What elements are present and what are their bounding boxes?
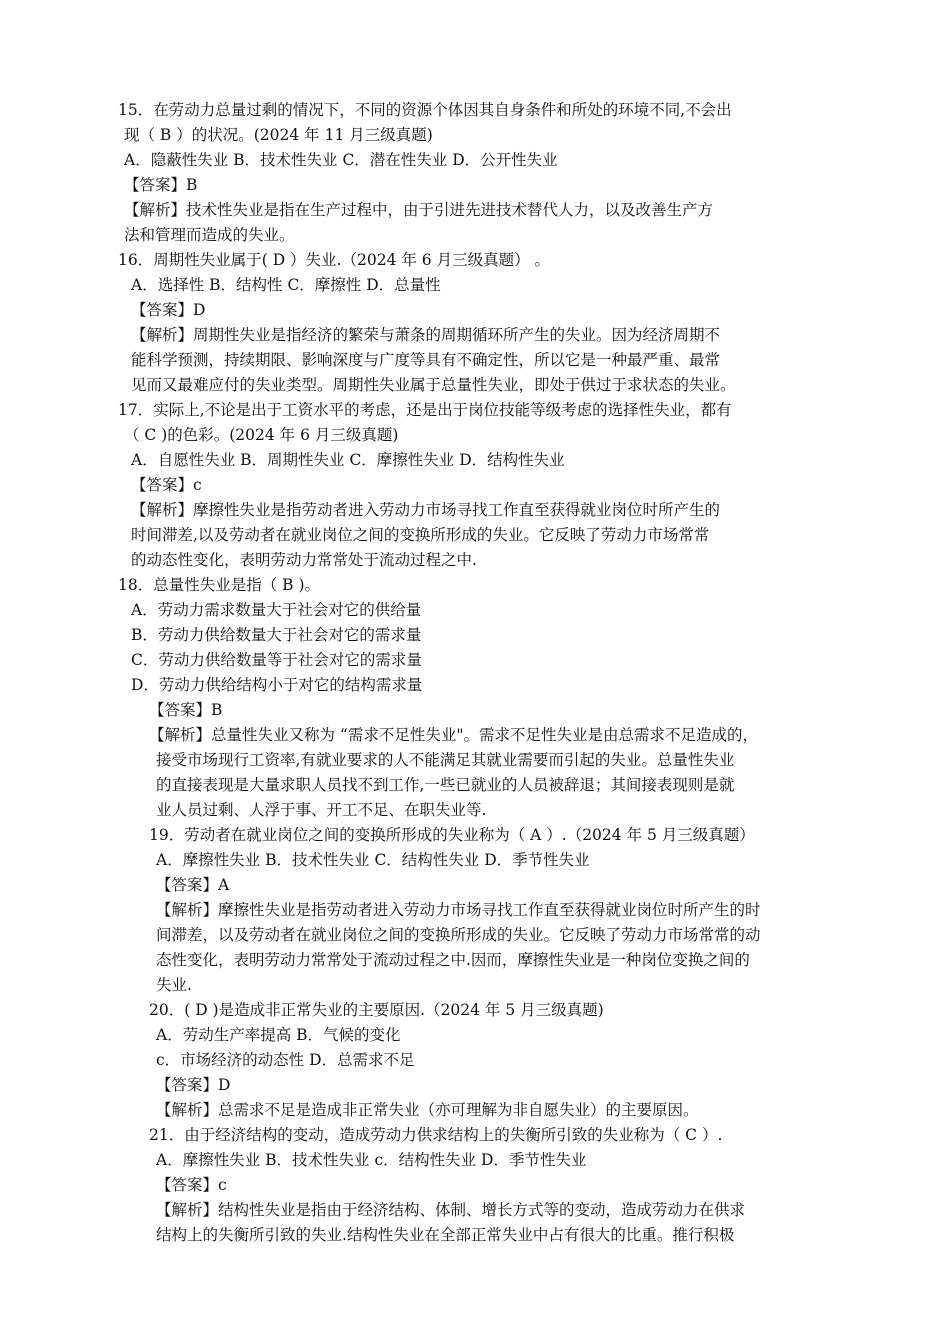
- question-19-options: A．摩擦性失业 B．技术性失业 C．结构性失业 D．季节性失业: [156, 851, 590, 869]
- question-15-analysis: 【解析】技术性失业是指在生产过程中，由于引进先进技术替代人力，以及改善生产方: [124, 201, 714, 219]
- question-15-stem-cont: 现（ B ）的状况。(2024 年 11 月三级真题): [124, 126, 433, 144]
- question-18-answer: 【答案】B: [149, 701, 223, 719]
- question-18-option-b: B．劳动力供给数量大于社会对它的需求量: [131, 626, 422, 644]
- question-16-analysis: 【解析】周期性失业是指经济的繁荣与萧条的周期循环所产生的失业。因为经济周期不: [131, 326, 721, 344]
- question-20-stem: 20．( D )是造成非正常失业的主要原因.（2024 年 5 月三级真题): [149, 1001, 604, 1019]
- question-17-answer: 【答案】c: [131, 476, 202, 494]
- question-18-option-c: C．劳动力供给数量等于社会对它的需求量: [131, 651, 422, 669]
- question-18-option-a: A．劳动力需求数量大于社会对它的供给量: [131, 601, 422, 619]
- question-21-options: A．摩擦性失业 B．技术性失业 c．结构性失业 D．季节性失业: [156, 1151, 587, 1169]
- question-15-options: A．隐蔽性失业 B．技术性失业 C．潜在性失业 D．公开性失业: [124, 151, 558, 169]
- question-18-analysis-cont: 业人员过剩、人浮于事、开工不足、在职失业等.: [156, 801, 487, 819]
- question-17-options: A．自愿性失业 B．周期性失业 C．摩擦性失业 D．结构性失业: [131, 451, 565, 469]
- question-19-analysis: 【解析】摩擦性失业是指劳动者进入劳动力市场寻找工作直至获得就业岗位时所产生的时: [156, 901, 761, 919]
- question-16-stem: 16．周期性失业属于( D ）失业.（2024 年 6 月三级真题） 。: [118, 251, 550, 269]
- question-18-option-d: D．劳动力供给结构小于对它的结构需求量: [131, 676, 423, 694]
- question-21-answer: 【答案】c: [156, 1176, 227, 1194]
- question-20-analysis: 【解析】总需求不足是造成非正常失业（亦可理解为非自愿失业）的主要原因。: [156, 1101, 699, 1119]
- question-18-stem: 18．总量性失业是指（ B )。: [118, 576, 321, 594]
- question-19-stem: 19．劳动者在就业岗位之间的变换所形成的失业称为（ A ）.（2024 年 5 月三级真题）: [149, 826, 755, 844]
- question-17-stem: 17．实际上,不论是出于工资水平的考虑，还是出于岗位技能等级考虑的选择性失业，都有: [118, 401, 732, 419]
- question-16-answer: 【答案】D: [131, 301, 206, 319]
- question-15-answer: 【答案】B: [124, 176, 198, 194]
- question-15-analysis-cont: 法和管理而造成的失业。: [124, 226, 295, 244]
- question-19-analysis-cont: 间滞差，以及劳动者在就业岗位之间的变换所形成的失业。它反映了劳动力市场常常的动: [156, 926, 761, 944]
- question-16-analysis-cont: 能科学预测，持续期限、影响深度与广度等具有不确定性，所以它是一种最严重、最常: [131, 351, 721, 369]
- question-20-answer: 【答案】D: [156, 1076, 231, 1094]
- question-19-analysis-cont: 态性变化，表明劳动力常常处于流动过程之中.因而，摩擦性失业是一种岗位变换之间的: [156, 951, 750, 969]
- question-18-analysis: 【解析】总量性失业又称为 “需求不足性失业"。需求不足性失业是由总需求不足造成的，: [149, 726, 758, 744]
- question-17-analysis-cont: 的动态性变化，表明劳动力常常处于流动过程之中.: [131, 551, 477, 569]
- question-18-analysis-cont: 接受市场现行工资率,有就业要求的人不能满足其就业需要而引起的失业。总量性失业: [156, 751, 735, 769]
- question-17-analysis: 【解析】摩擦性失业是指劳动者进入劳动力市场寻找工作直至获得就业岗位时所产生的: [131, 501, 721, 519]
- question-18-analysis-cont: 的直接表现是大量求职人员找不到工作,一些已就业的人员被辞退；其间接表现则是就: [156, 776, 735, 794]
- question-16-analysis-cont: 见而又最难应付的失业类型。周期性失业属于总量性失业，即处于供过于求状态的失业。: [131, 376, 736, 394]
- question-21-analysis-cont: 结构上的失衡所引致的失业.结构性失业在全部正常失业中占有很大的比重。推行积极: [156, 1226, 735, 1244]
- question-20-options-row1: A．劳动生产率提高 B．气候的变化: [156, 1026, 401, 1044]
- question-19-analysis-cont: 失业.: [156, 976, 192, 994]
- question-19-answer: 【答案】A: [156, 876, 230, 894]
- question-21-stem: 21．由于经济结构的变动，造成劳动力供求结构上的失衡所引致的失业称为（ C ）.: [149, 1126, 723, 1144]
- question-15-stem: 15．在劳动力总量过剩的情况下，不同的资源个体因其自身条件和所处的环境不同,不会出: [118, 101, 732, 119]
- question-21-analysis: 【解析】结构性失业是指由于经济结构、体制、增长方式等的变动，造成劳动力在供求: [156, 1201, 746, 1219]
- question-20-options-row2: c．市场经济的动态性 D．总需求不足: [156, 1051, 415, 1069]
- question-16-options: A．选择性 B．结构性 C．摩擦性 D．总量性: [131, 276, 441, 294]
- question-17-stem-cont: （ C )的色彩。(2024 年 6 月三级真题): [124, 426, 399, 444]
- question-17-analysis-cont: 时间滞差,以及劳动者在就业岗位之间的变换所形成的失业。它反映了劳动力市场常常: [131, 526, 710, 544]
